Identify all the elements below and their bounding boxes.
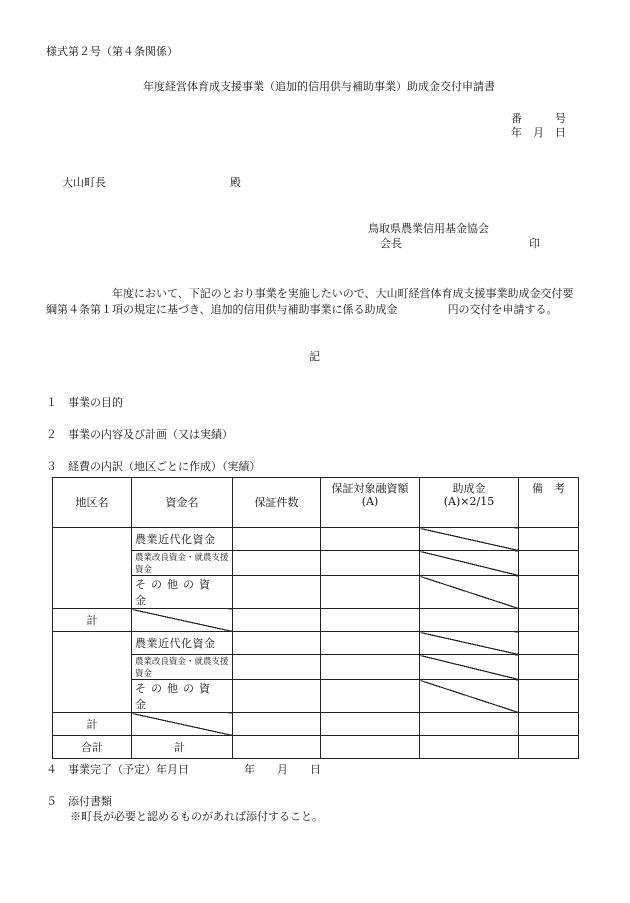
- subsidy-cell-crossed: [420, 655, 519, 680]
- fund-name: 農業近代化資金: [132, 632, 233, 655]
- table-row: [53, 680, 579, 713]
- amount-cell[interactable]: [321, 609, 420, 632]
- remarks-cell[interactable]: [519, 655, 579, 680]
- item-3: ３ 経費の内訳（地区ごとに作成）（実績）: [46, 460, 261, 473]
- subtotal-row: [53, 609, 579, 632]
- subsidy-cell-crossed: [420, 576, 519, 609]
- form-number: 様式第２号（第４条関係）: [46, 45, 178, 58]
- header-amount: 保証対象融資額 (A): [321, 478, 420, 528]
- remarks-cell[interactable]: [519, 736, 579, 759]
- document-title: 年度経営体育成支援事業（追加的信用供与補助事業）助成金交付申請書: [143, 80, 495, 93]
- amount-cell[interactable]: [321, 713, 420, 736]
- table-row: [53, 632, 579, 655]
- subsidy-cell[interactable]: [420, 609, 519, 632]
- table-row: [53, 551, 579, 576]
- remarks-cell[interactable]: [519, 680, 579, 713]
- header-count: 保証件数: [233, 478, 321, 528]
- table-row: [53, 655, 579, 680]
- fund-name: 農業近代化資金: [132, 528, 233, 551]
- count-cell[interactable]: [233, 576, 321, 609]
- amount-cell[interactable]: [321, 736, 420, 759]
- subsidy-cell-crossed: [420, 680, 519, 713]
- header-subsidy: 助成金 (A)×2/15: [420, 478, 519, 528]
- fund-name: その他の資金: [132, 680, 233, 713]
- header-fund: 資金名: [132, 478, 233, 528]
- count-cell[interactable]: [233, 680, 321, 713]
- remarks-cell[interactable]: [519, 632, 579, 655]
- table-header-row: [53, 478, 579, 528]
- item-4: ４ 事業完了（予定）年月日: [46, 763, 189, 776]
- remarks-cell[interactable]: [519, 551, 579, 576]
- applicant-title: 会長: [380, 237, 402, 250]
- area-cell[interactable]: [53, 632, 132, 713]
- subsidy-cell[interactable]: [420, 713, 519, 736]
- count-cell[interactable]: [233, 713, 321, 736]
- table-row: [53, 528, 579, 551]
- subtotal-row: [53, 713, 579, 736]
- subsidy-cell-crossed: [420, 551, 519, 576]
- subsidy-cell[interactable]: [420, 736, 519, 759]
- amount-cell[interactable]: [321, 576, 420, 609]
- header-area: 地区名: [53, 478, 132, 528]
- count-cell[interactable]: [233, 632, 321, 655]
- amount-cell[interactable]: [321, 632, 420, 655]
- area-cell[interactable]: [53, 528, 132, 609]
- ki-heading: 記: [309, 350, 320, 363]
- subtotal-label: 計: [53, 609, 132, 632]
- seal-label: 印: [529, 237, 540, 250]
- header-remarks: 備 考: [519, 478, 579, 528]
- body-part2: 円の交付を申請する。: [447, 303, 558, 316]
- item-1: １ 事業の目的: [46, 396, 123, 409]
- grand-total-sub: 計: [132, 736, 233, 759]
- subsidy-cell-crossed: [420, 632, 519, 655]
- grand-total-row: [53, 736, 579, 759]
- grand-total-label: 合計: [53, 736, 132, 759]
- fund-cell-crossed: [132, 609, 233, 632]
- number-label: 番 号: [511, 112, 566, 125]
- fund-name: 農業改良資金・就農支援資金: [132, 655, 233, 680]
- item-4-date: 年 月 日: [244, 763, 321, 776]
- applicant-org: 鳥取県農業信用基金協会: [368, 222, 489, 235]
- fund-cell-crossed: [132, 713, 233, 736]
- subtotal-label: 計: [53, 713, 132, 736]
- remarks-cell[interactable]: [519, 576, 579, 609]
- item-5-note: ※町長が必要と認めるものがあれば添付すること。: [70, 810, 323, 823]
- count-cell[interactable]: [233, 528, 321, 551]
- amount-cell[interactable]: [321, 655, 420, 680]
- item-5: ５ 添付書類: [46, 795, 112, 808]
- count-cell[interactable]: [233, 736, 321, 759]
- fund-name: その他の資金: [132, 576, 233, 609]
- expense-table: [52, 477, 579, 759]
- subsidy-cell-crossed: [420, 528, 519, 551]
- count-cell[interactable]: [233, 609, 321, 632]
- item-2: ２ 事業の内容及び計画（又は実績）: [46, 428, 233, 441]
- fund-name: 農業改良資金・就農支援資金: [132, 551, 233, 576]
- remarks-cell[interactable]: [519, 609, 579, 632]
- count-cell[interactable]: [233, 655, 321, 680]
- table-row: [53, 576, 579, 609]
- amount-cell[interactable]: [321, 528, 420, 551]
- amount-cell[interactable]: [321, 680, 420, 713]
- body-part1: 年度において、下記のとおり事業を実施したいので、大山町経営体育成支援事業助成金交付要綱第４条第１項の規定に基づき、追加的信用供与補助事業に係る助成金: [46, 287, 574, 316]
- remarks-cell[interactable]: [519, 713, 579, 736]
- amount-cell[interactable]: [321, 551, 420, 576]
- addressee: 大山町長: [62, 176, 106, 189]
- remarks-cell[interactable]: [519, 528, 579, 551]
- addressee-suffix: 殿: [230, 176, 241, 189]
- count-cell[interactable]: [233, 551, 321, 576]
- date-label: 年 月 日: [511, 126, 566, 139]
- application-body: [46, 286, 584, 318]
